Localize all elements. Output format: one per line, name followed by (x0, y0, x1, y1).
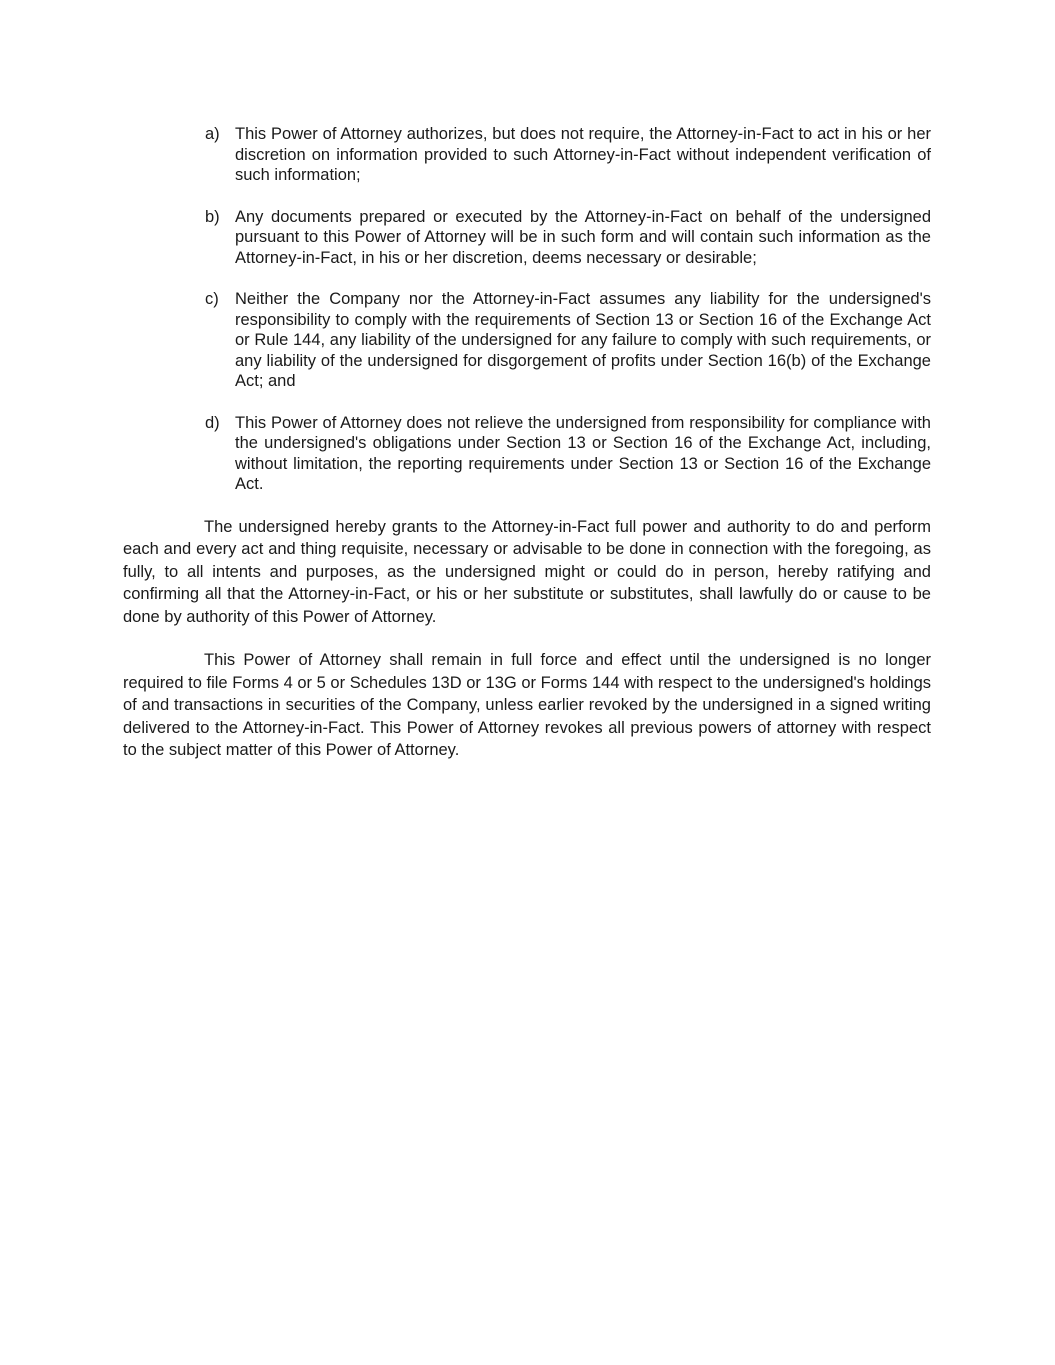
list-item-d (205, 413, 931, 495)
list-item-c (205, 289, 931, 392)
document-content (123, 124, 931, 762)
list-item-a-text: This Power of Attorney authorizes, but does not require, the Attorney-in-Fact to act in his or her discretion on information provided to such Attorney-in-Fact without independent verification of such information; (235, 125, 931, 184)
list-item-a (205, 124, 931, 186)
list-item-c-text: Neither the Company nor the Attorney-in-Fact assumes any liability for the undersigned's responsibility to comply with the requirements of Section 13 or Section 16 of the Exchange Act or Rule 144, any liability of the undersigned for any failure to comply with such requirements, or any liability of the undersigned for disgorgement of profits under Section 16(b) of the Exchange Act; and (235, 290, 931, 390)
poa-provisions-list (123, 124, 931, 495)
paragraph-grant-of-authority: The undersigned hereby grants to the Attorney-in-Fact full power and authority to do and perform each and every act and thing requisite, necessary or advisable to be done in connection with the foregoing, as fully, to all intents and purposes, as the undersigned might or could do in person, hereby ratifying and confirming all that the Attorney-in-Fact, or his or her substitute or substitutes, shall lawfully do or cause to be done by authority of this Power of Attorney. (123, 517, 931, 626)
list-item-c-marker: c) (205, 290, 219, 308)
list-item-a-marker: a) (205, 125, 220, 143)
list-item-b (205, 207, 931, 269)
list-item-d-marker: d) (205, 413, 220, 432)
list-item-d-text: This Power of Attorney does not relieve the undersigned from responsibility for compliance with the undersigned's obligations under Section 13 or Section 16 of the Exchange Act, including, without limitation, the reporting requirements under Section 13 or Section 16 of the Exchange Act. (235, 413, 931, 493)
list-item-b-marker: b) (205, 207, 220, 226)
list-item-b-text: Any documents prepared or executed by the Attorney-in-Fact on behalf of the undersigned pursuant to this Power of Attorney will be in such form and will contain such information as the Attorney-in-Fact, in his or her discretion, deems necessary or desirable; (235, 207, 931, 267)
paragraph-duration-and-revocation: This Power of Attorney shall remain in full force and effect until the undersigned is no longer required to file Forms 4 or 5 or Schedules 13D or 13G or Forms 144 with respect to the undersigned's holdings of and transactions in securities of the Company, unless earlier revoked by the undersigned in a signed writing delivered to the Attorney-in-Fact. This Power of Attorney revokes all previous powers of attorney with respect to the subject matter of this Power of Attorney. (123, 651, 931, 759)
